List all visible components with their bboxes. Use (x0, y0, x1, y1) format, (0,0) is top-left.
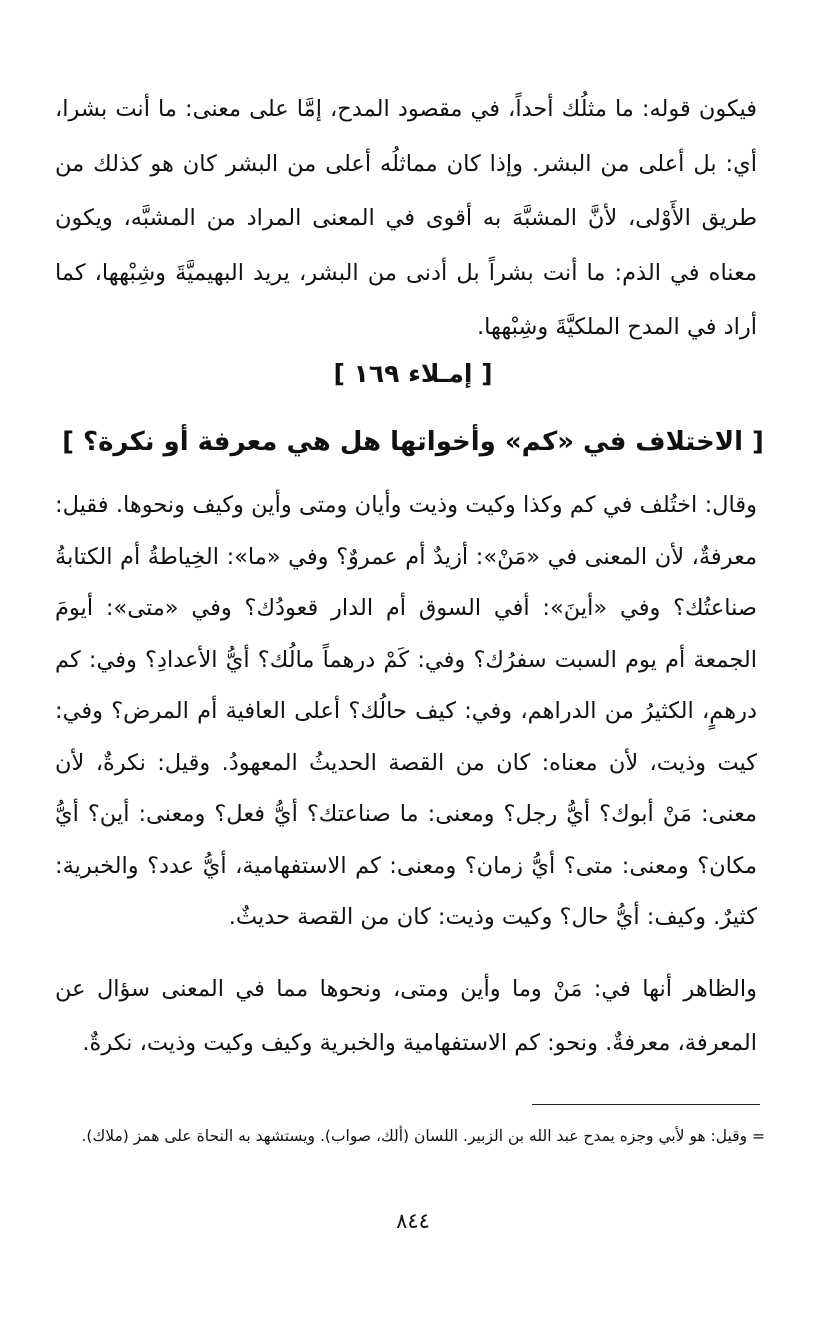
imla-heading: [ إمـلاء ١٦٩ ] (333, 359, 493, 388)
footnote: = وقيل: هو لأبي وجزه يمدح عبد الله بن الزبير. اللسان (ألك، صواب). ويستشهد به النحاة على همز (ملاك). (81, 1127, 765, 1145)
conclusion-paragraph: والظاهر أنها في: مَنْ وما وأين ومتى، ونحوها مما في المعنى سؤال عن المعرفة، معرفةٌ. ونحو: كم الاستفهامية والخبرية وكيف وكيت وذيت، نكرةٌ. (55, 976, 757, 1056)
body-paragraph: وقال: اختُلف في كم وكذا وكيت وذيت وأيان ومتى وأين وكيف ونحوها. فقيل: معرفةٌ، لأن المعنى في «مَنْ»: أزيدٌ أم عمروٌ؟ وفي «ما»: الخِياطةُ أم الكتابةُ صناعتُك؟ وفي «أينَ»: أفي السوق أم الدار قعودُك؟ وفي «متى»: أيومَ الجمعة أم يوم السبت سفرُك؟ وفي: كَمْ درهماً مالُك؟ أيُّ الأعدادِ؟ وفي: كم درهمٍ، الكثيرُ من الدراهم، وفي: كيف حالُك؟ أعلى العافية أم المرض؟ وفي: كيت وذيت، لأن معناه: كان من القصة الحديثُ المعهودُ. وقيل: نكرةٌ، لأن معنى: مَنْ أبوك؟ أيُّ رجل؟ ومعنى: ما صناعتك؟ أيُّ فعل؟ ومعنى: أين؟ أيُّ مكان؟ ومعنى: متى؟ أيُّ زمان؟ ومعنى: كم الاستفهامية، أيُّ عدد؟ والخبرية: كثيرٌ. وكيف: أيُّ حال؟ وكيت وذيت: كان من القصة حديثٌ. (55, 492, 757, 930)
section-title: [ الاختلاف في «كم» وأخواتها هل هي معرفة أو نكرة؟ ] (62, 427, 764, 457)
page-number: ٨٤٤ (396, 1209, 430, 1233)
footnote-divider (532, 1104, 760, 1105)
intro-paragraph: فيكون قوله: ما مثلُك أحداً، في مقصود المدح، إمَّا على معنى: ما أنت بشرا، أي: بل أعلى من البشر. وإذا كان مماثلُه أعلى من البشر كان هو كذلك من طريق الأَوْلى، لأنَّ المشبَّهَ به أقوى في المعنى المراد من المشبَّه، ويكون معناه في الذم: ما أنت بشراً بل أدنى من البشر، يريد البهيميَّةَ وشِبْهها، كما أراد في المدح الملكيَّةَ وشِبْهها. (55, 96, 757, 340)
